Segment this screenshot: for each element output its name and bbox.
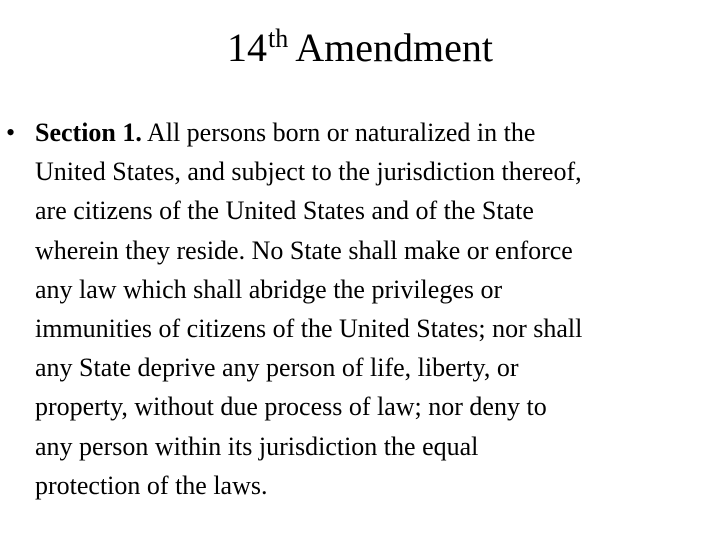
bullet-body [35, 113, 719, 505]
bullet-line-text: All persons born or naturalized in the [141, 118, 536, 147]
slide-title [0, 24, 720, 77]
title-word: Amendment [295, 25, 493, 70]
bullet-line: are citizens of the United States and of the State [35, 196, 534, 226]
bullet-line: protection of the laws. [35, 470, 268, 500]
bullet-line: wherein they reside. No State shall make or enforce [35, 235, 573, 265]
bullet-line: any State deprive any person of life, liberty, or [35, 353, 519, 383]
bullet-marker: • [6, 118, 16, 147]
bullet-line: property, without due process of law; nor deny to [35, 392, 547, 422]
title-ordinal-suffix: th [268, 24, 289, 53]
bullet-line: United States, and subject to the jurisdiction thereof, [35, 157, 582, 187]
section-heading: Section 1. [35, 118, 142, 147]
bullet-line: any person within its jurisdiction the equal [35, 431, 479, 461]
title-number: 14 [227, 25, 268, 70]
bullet-line: any law which shall abridge the privileges or [35, 274, 503, 304]
bullet-line: immunities of citizens of the United States; nor shall [35, 314, 583, 344]
bullet-line [35, 113, 719, 152]
